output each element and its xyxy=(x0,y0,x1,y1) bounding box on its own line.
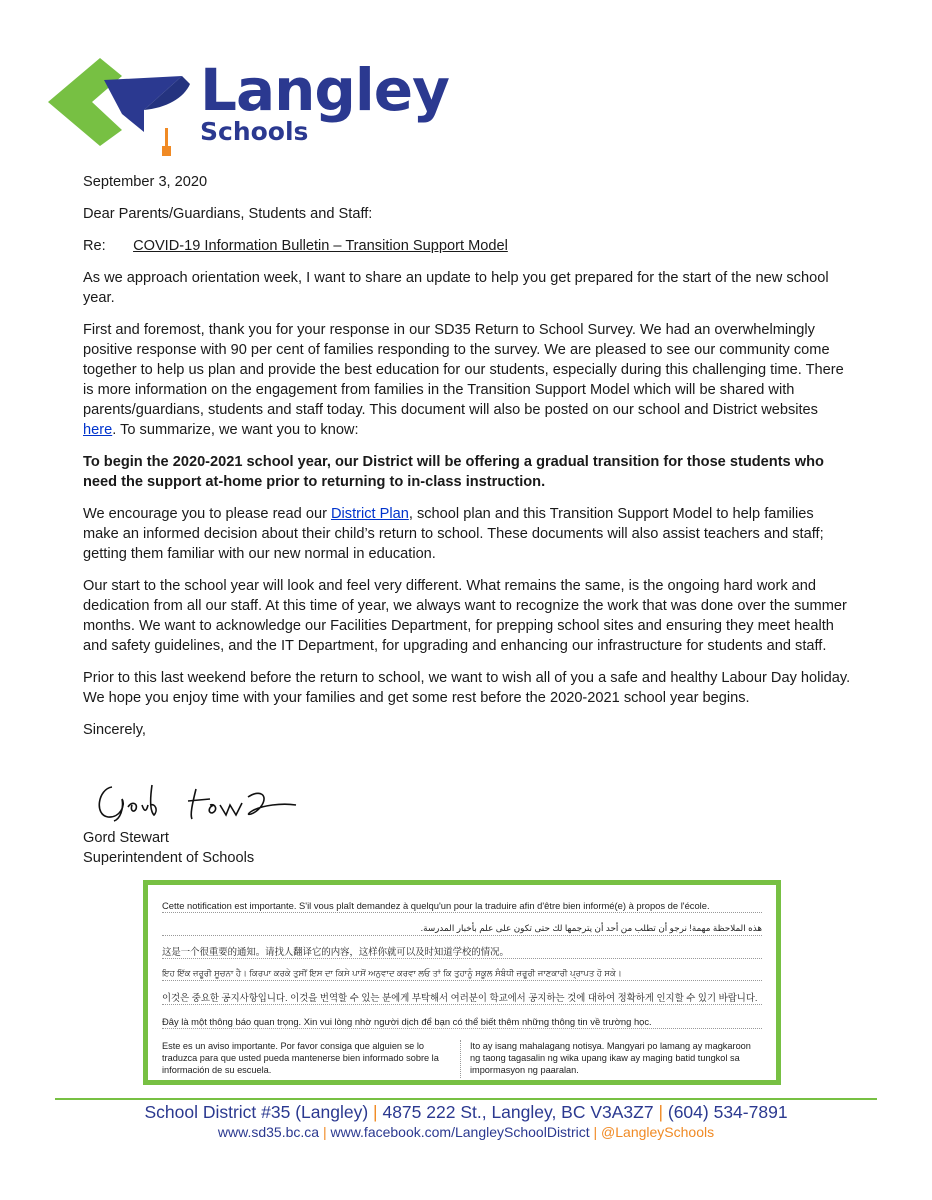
notice-punjabi: ਇਹ ਇੱਕ ਜ਼ਰੂਰੀ ਸੂਚਨਾ ਹੈ। ਕਿਰਪਾ ਕਰਕੇ ਤੁਸੀਂ ਇਸ ਦਾ ਕਿਸੇ ਪਾਸੋਂ ਅਨੁਵਾਦ ਕਰਵਾ ਲਓ ਤਾਂ ਕਿ ਤੁਹਾਨੂੰ ਸਕੂਲ ਸੰਬੰਧੀ ਜ਼ਰੂਰੀ ਜਾਣਕਾਰੀ ਪ੍ਰਾਪਤ ਹੋ ਸਕੇ। xyxy=(162,967,762,981)
paragraph-district-plan xyxy=(83,504,853,564)
footer-district: School District #35 (Langley) xyxy=(144,1102,369,1122)
plan-text-end: , school plan and this Transition Support Model to help families make an informed decision about their child’s return to school. These documents will also assist teachers and staff; getting them familiar with our new normal in education. xyxy=(83,506,824,562)
here-link[interactable]: here xyxy=(83,422,113,438)
paragraph-transition-bold: To begin the 2020-2021 school year, our District will be offering a gradual transition for those students who need the support at-home prior to returning to in-class instruction. xyxy=(83,454,824,490)
footer-links-line xyxy=(0,1123,932,1141)
notice-vietnamese: Đây là một thông báo quan trọng. Xin vui lòng nhờ người dịch để bạn có thể biết thêm những thông tin về trường học. xyxy=(162,1015,762,1029)
letter-body xyxy=(83,172,853,752)
footer-facebook-link[interactable]: www.facebook.com/LangleySchoolDistrict xyxy=(330,1124,590,1140)
notice-korean: 이것은 중요한 공지사항입니다. 이것을 번역할 수 있는 분에게 부탁해서 여러분이 학교에서 공지하는 것에 대하여 정확하게 인지할 수 있기 바랍니다. xyxy=(162,991,762,1005)
paragraph-staff-thanks: Our start to the school year will look and feel very different. What remains the same, is the ongoing hard work and dedication from all our staff. At this time of year, we always want to recognize the work that was done over the summer months. We want to acknowledge our Facilities Department, for prepping school sites and ensuring they meet health and safety guidelines, and the IT Department, for upgrading and enhancing our infrastructure for students and staff. xyxy=(83,578,847,654)
logo-wordmark: Langley xyxy=(200,56,449,124)
signature-image xyxy=(92,775,312,830)
district-plan-link[interactable]: District Plan xyxy=(331,506,409,522)
signer-name: Gord Stewart xyxy=(83,830,169,846)
translation-notice-box xyxy=(143,880,781,1085)
logo-subtitle: Schools xyxy=(200,117,309,146)
footer-separator: | xyxy=(593,1124,598,1140)
re-subject: COVID-19 Information Bulletin – Transition Support Model xyxy=(133,238,508,254)
footer-phone: (604) 534-7891 xyxy=(667,1102,788,1122)
re-label: Re: xyxy=(83,238,106,254)
signer-block xyxy=(83,828,254,868)
closing: Sincerely, xyxy=(83,722,146,738)
footer-rule xyxy=(55,1098,877,1100)
notice-french: Cette notification est importante. S'il vous plaît demandez à quelqu'un pour la traduire afin d'être bien informé(e) à propos de l'école. xyxy=(162,899,762,913)
paragraph-survey xyxy=(83,320,853,440)
notice-spanish: Este es un aviso importante. Por favor consiga que alguien se lo traduzca para que usted pueda mantenerse bien informado sobre la información de su escuela. xyxy=(162,1041,439,1075)
langley-schools-logo xyxy=(48,50,448,160)
paragraph-orientation: As we approach orientation week, I want to share an update to help you get prepared for the start of the new school year. xyxy=(83,270,829,306)
signer-title: Superintendent of Schools xyxy=(83,850,255,866)
survey-text-end: . To summarize, we want you to know: xyxy=(112,422,359,438)
salutation: Dear Parents/Guardians, Students and Staff: xyxy=(83,206,373,222)
footer-contact-line xyxy=(0,1101,932,1123)
survey-text: First and foremost, thank you for your response in our SD35 Return to School Survey. We had an overwhelmingly positive response with 90 per cent of families responding to the survey. We are pleased to see our community come together to help us plan and provide the best education for our students, especially during this challenging time. There is more information on the engagement from families in the Transition Support Model which will be shared with parents/guardians, students and staff today. This document will also be posted on our school and District websites xyxy=(83,322,844,418)
paragraph-labour-day: Prior to this last weekend before the return to school, we want to wish all of you a safe and healthy Labour Day holiday. We hope you enjoy time with your families and get some rest before the 2020-2021 school year begins. xyxy=(83,670,851,706)
logo-mark-icon xyxy=(48,50,198,160)
notice-arabic: هذه الملاحظة مهمة! نرجو أن تطلب من أحد أن يترجمها لك حتى تكون على علم بأخبار المدرسة. xyxy=(162,922,762,936)
footer-separator: | xyxy=(373,1102,378,1122)
footer-address: 4875 222 St., Langley, BC V3A3Z7 xyxy=(382,1102,654,1122)
re-line xyxy=(83,236,853,256)
notice-divider xyxy=(460,1040,461,1078)
notice-tagalog: Ito ay isang mahalagang notisya. Mangyari po lamang ay magkaroon ng taong tagasalin ng wika upang ikaw ay maging batid tungkol sa impormasyon ng paaralan. xyxy=(470,1041,751,1075)
footer-separator: | xyxy=(322,1124,327,1140)
footer-website-link[interactable]: www.sd35.bc.ca xyxy=(217,1124,320,1140)
notice-chinese: 这是一个很重要的通知。请找人翻译它的内容，这样你就可以及时知道学校的情况。 xyxy=(162,945,762,959)
footer-separator: | xyxy=(658,1102,663,1122)
plan-text: We encourage you to please read our xyxy=(83,506,331,522)
letter-date: September 3, 2020 xyxy=(83,174,208,190)
footer-twitter-handle[interactable]: @LangleySchools xyxy=(601,1124,715,1140)
